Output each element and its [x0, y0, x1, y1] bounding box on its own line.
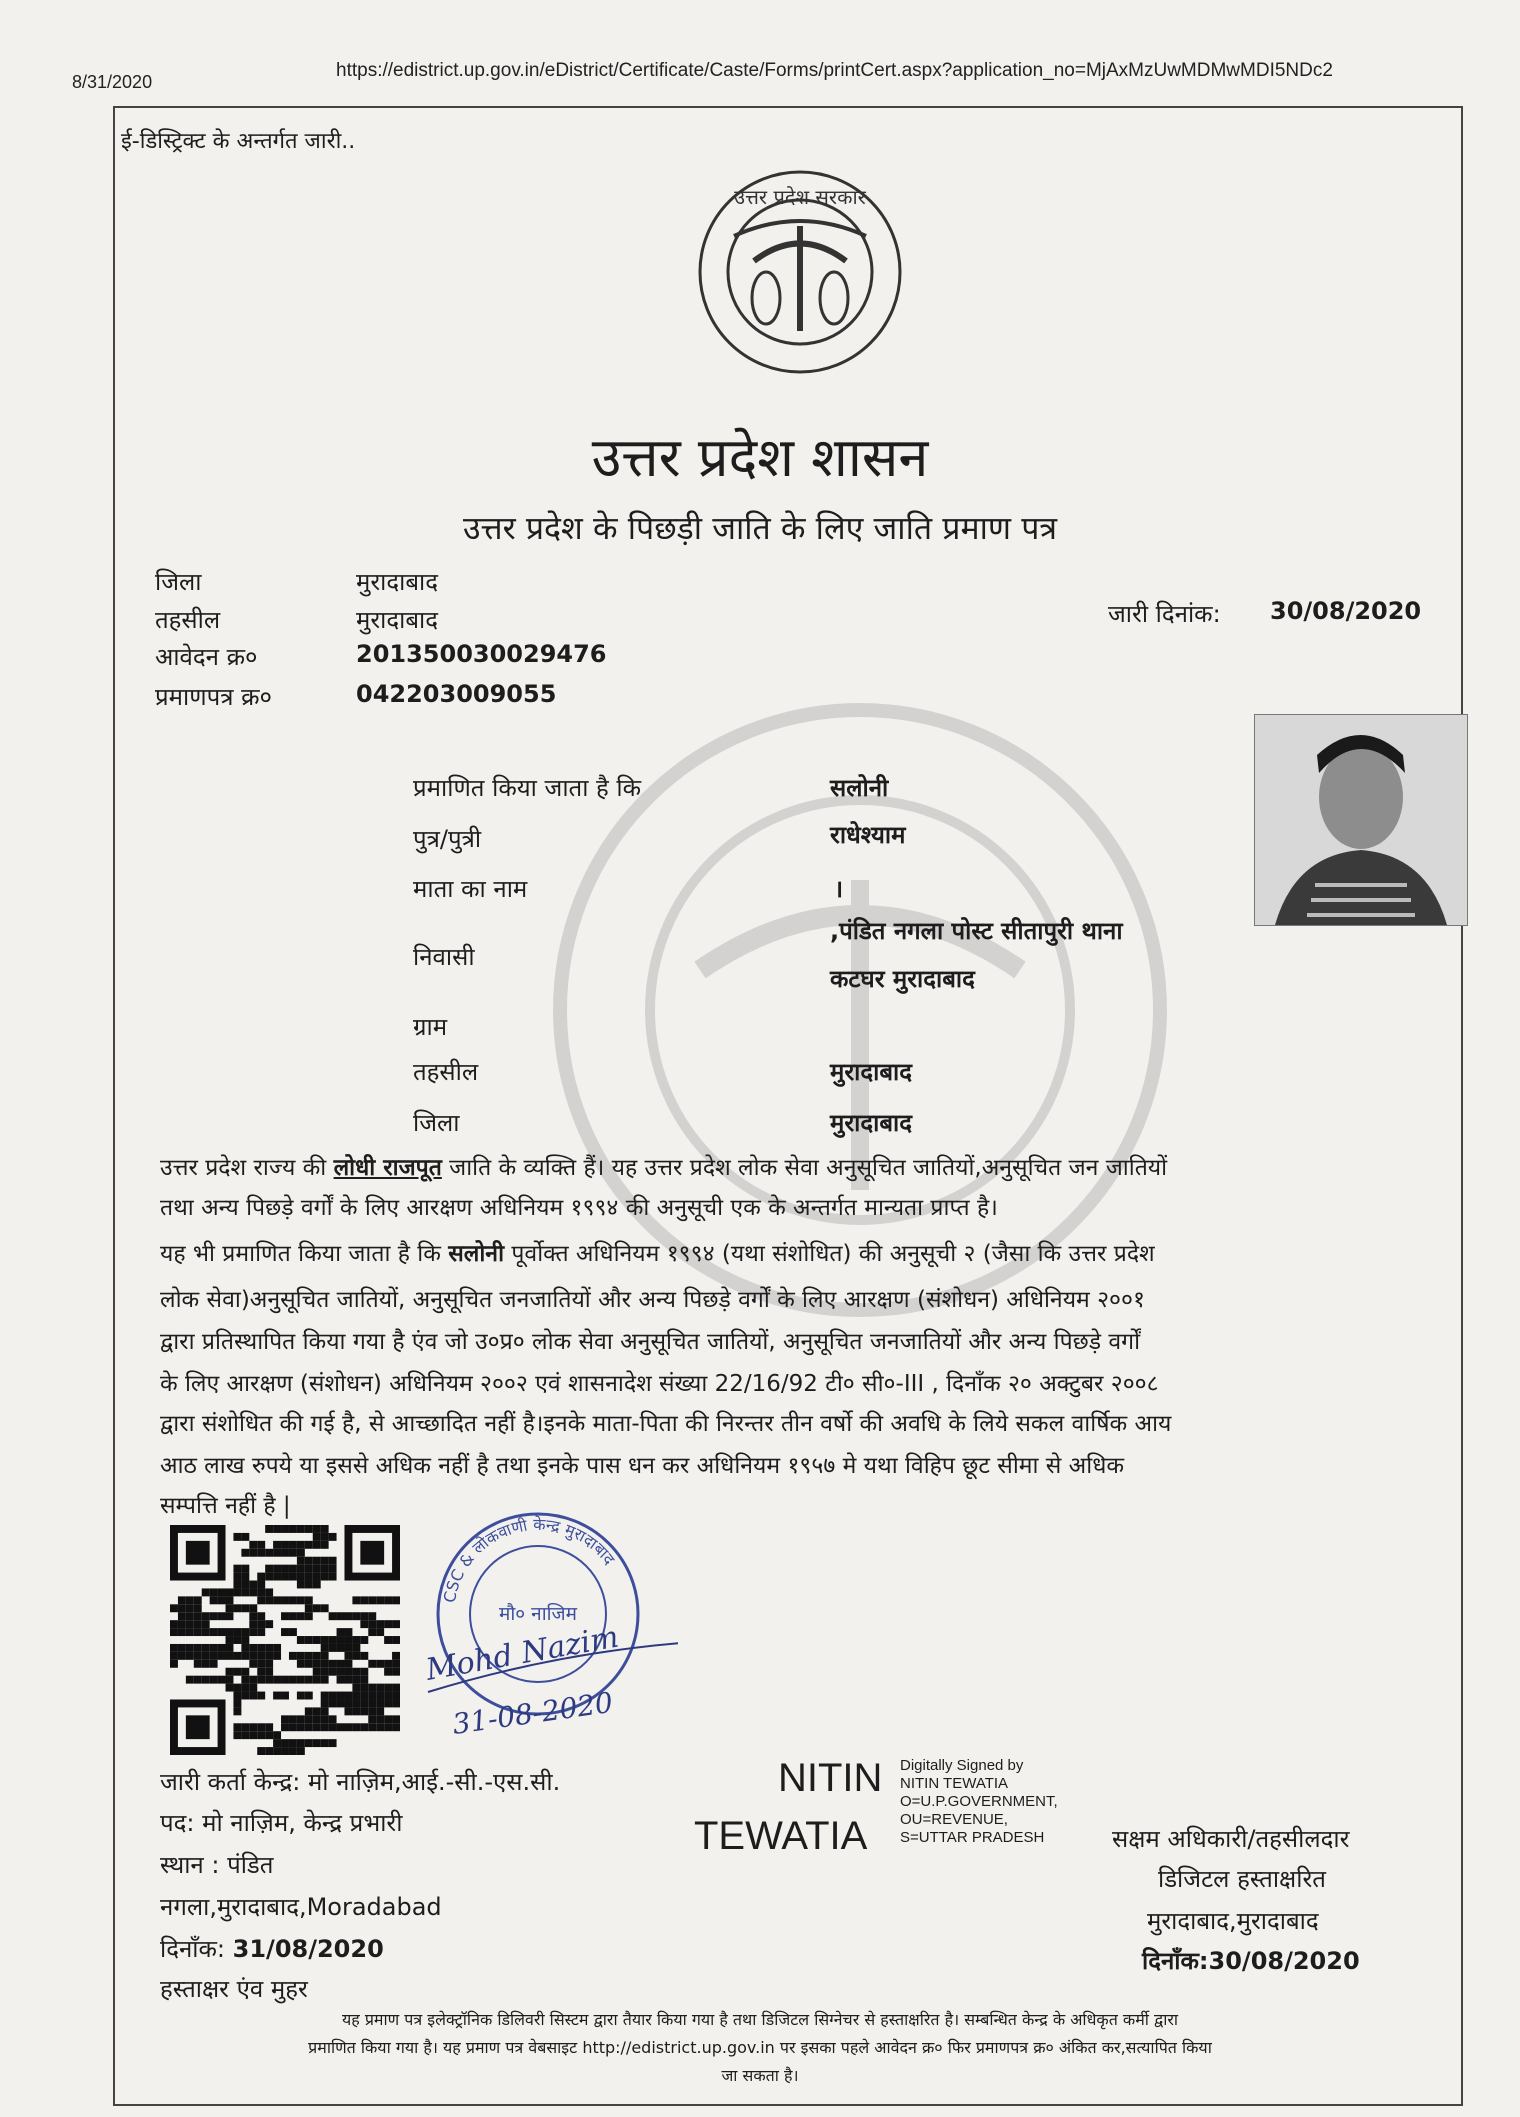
- certificate-value: 042203009055: [356, 680, 557, 708]
- detail-tehsil-label: तहसील: [413, 1058, 479, 1086]
- stamp-ring-text: CSC & लोकवाणी केन्द्र मुरादाबाद: [439, 1514, 619, 1605]
- issued-under-text: ई-डिस्ट्रिक्ट के अन्तर्गत जारी..: [121, 129, 356, 154]
- certificate-label: प्रमाणपत्र क्र०: [155, 683, 272, 711]
- paragraph-line-1: [160, 1150, 1167, 1182]
- ds-line-4: OU=REVENUE,: [900, 1811, 1008, 1828]
- issue-date-value: 30/08/2020: [1270, 597, 1422, 625]
- paragraph-line-2: तथा अन्य पिछड़े वर्गों के लिए आरक्षण अधिनियम १९९४ की अनुसूची एक के अन्तर्गत मान्यता प्राप्त है।: [160, 1195, 998, 1221]
- paragraph-line-3a: यह भी प्रमाणित किया जाता है कि: [160, 1241, 449, 1267]
- footer-line-1: यह प्रमाण पत्र इलेक्ट्रॉनिक डिलिवरी सिस्टम द्वारा तैयार किया गया है तथा डिजिटल सिग्नेचर से हस्ताक्षरित है। सम्बन्धित केन्द्र के अधिकृत कर्मी द्वारा: [341, 2010, 1179, 2029]
- authority-line-1: सक्षम अधिकारी/तहसीलदार: [1112, 1825, 1350, 1853]
- district-label: जिला: [155, 568, 202, 596]
- paragraph-line-3b: पूर्वोक्त अधिनियम १९९४ (यथा संशोधित) की अनुसूची २ (जैसा कि उत्तर प्रदेश: [504, 1241, 1155, 1267]
- page-title: उत्तर प्रदेश शासन: [591, 426, 929, 489]
- paragraph-line-6: के लिए आरक्षण (संशोधन) अधिनियम २००२ एवं शासनादेश संख्या 22/16/92 टी० सी०-III , दिनाँक २० अक्टुबर २००८: [160, 1371, 1159, 1397]
- emblem-text: उत्तर प्रदेश सरकार: [734, 185, 866, 209]
- village-label: ग्राम: [413, 1013, 448, 1041]
- son-daughter-label: पुत्र/पुत्री: [413, 825, 482, 853]
- detail-district-label: जिला: [413, 1109, 460, 1137]
- issuer-date-value: 31/08/2020: [232, 1935, 384, 1963]
- signature-date: 31-08-2020: [450, 1685, 615, 1741]
- qr-code-icon[interactable]: [170, 1525, 400, 1755]
- issuer-post: पद: मो नाज़िम, केन्द्र प्रभारी: [160, 1809, 403, 1837]
- ds-line-5: S=UTTAR PRADESH: [900, 1829, 1045, 1846]
- print-url[interactable]: https://edistrict.up.gov.in/eDistrict/Certificate/Caste/Forms/printCert.aspx?application_no=MjAxMzUwMDMwMDI5NDc2: [336, 60, 1333, 81]
- digital-signer-name-2: TEWATIA: [694, 1814, 868, 1858]
- ds-line-2: NITIN TEWATIA: [900, 1775, 1009, 1792]
- footer-line-2: प्रमाणित किया गया है। यह प्रमाण पत्र वेबसाइट http://edistrict.up.gov.in पर इसका पहले आवेदन क्र० फिर प्रमाणपत्र क्र० अंकित कर,सत्यापित किया: [308, 2038, 1212, 2057]
- caste-name: लोधी राजपूत: [333, 1155, 442, 1181]
- resident-line1: ,पंडित नगला पोस्ट सीतापुरी थाना: [830, 917, 1123, 945]
- ds-line-3: O=U.P.GOVERNMENT,: [900, 1793, 1058, 1810]
- issuer-date-label: दिनाँक:: [160, 1935, 226, 1963]
- mother-label: माता का नाम: [413, 875, 528, 903]
- issue-date-label: जारी दिनांक:: [1108, 600, 1221, 628]
- paragraph-line-3: [160, 1236, 1155, 1268]
- paragraph-line-8: आठ लाख रुपये या इससे अधिक नहीं है तथा इनके पास धन कर अधिनियम १९५७ मे यथा विहिप छूट सीमा से अधिक: [160, 1453, 1125, 1479]
- tehsil-label: तहसील: [155, 606, 221, 634]
- district-value: मुरादाबाद: [356, 568, 439, 596]
- digital-signer-name-1: NITIN: [778, 1756, 883, 1800]
- ds-line-1: Digitally Signed by: [900, 1757, 1024, 1774]
- issuer-date: [160, 1932, 384, 1965]
- application-value: 201350030029476: [356, 640, 607, 668]
- digital-signature-details: [900, 1757, 1058, 1847]
- paragraph-line-1b: जाति के व्यक्ति हैं। यह उत्तर प्रदेश लोक सेवा अनुसूचित जातियों,अनुसूचित जन जातियों: [441, 1155, 1168, 1181]
- resident-line2: कटघर मुरादाबाद: [830, 965, 975, 993]
- official-stamp: [408, 1502, 678, 1762]
- paragraph-line-9: सम्पत्ति नहीं है |: [160, 1493, 291, 1519]
- up-govt-emblem-icon: [694, 166, 906, 378]
- print-date: 8/31/2020: [72, 72, 153, 92]
- certified-label: प्रमाणित किया जाता है कि: [413, 774, 642, 802]
- mother-value: ।: [834, 875, 844, 903]
- authority-line-3: मुरादाबाद,मुरादाबाद: [1147, 1907, 1319, 1935]
- detail-district-value: मुरादाबाद: [830, 1109, 913, 1137]
- applicant-photo: [1254, 714, 1468, 926]
- certified-value: सलोनी: [830, 774, 889, 802]
- signature-name: Mohd Nazim: [423, 1619, 622, 1688]
- footer-line-3: जा सकता है।: [721, 2066, 799, 2085]
- paragraph-line-7: द्वारा संशोधित की गई है, से आच्छादित नहीं है।इनके माता-पिता की निरन्तर तीन वर्षो की अवधि के लिये सकल वार्षिक आय: [160, 1411, 1172, 1437]
- issuer-place-2: नगला,मुरादाबाद,Moradabad: [160, 1893, 442, 1921]
- resident-label: निवासी: [413, 943, 475, 971]
- detail-tehsil-value: मुरादाबाद: [830, 1058, 913, 1086]
- tehsil-value: मुरादाबाद: [356, 606, 439, 634]
- issuer-sign-label: हस्ताक्षर एंव मुहर: [160, 1975, 308, 2003]
- authority-line-2: डिजिटल हस्ताक्षरित: [1158, 1865, 1326, 1893]
- issuer-place-1: स्थान : पंडित: [160, 1851, 274, 1879]
- authority-date: दिनाँक:30/08/2020: [1142, 1947, 1360, 1975]
- paragraph-line-5: द्वारा प्रतिस्थापित किया गया है एंव जो उ०प्र० लोक सेवा अनुसूचित जातियों, अनुसूचित जनजातियों और अन्य पिछड़े वर्गों: [160, 1329, 1141, 1355]
- applicant-name-inline: सलोनी: [448, 1241, 505, 1267]
- son-daughter-value: राधेश्याम: [830, 821, 906, 849]
- applicant-portrait-icon: [1255, 715, 1467, 925]
- stamp-center-text: मौ० नाजिम: [498, 1603, 578, 1625]
- page-subtitle: उत्तर प्रदेश के पिछड़ी जाति के लिए जाति प्रमाण पत्र: [462, 509, 1058, 547]
- application-label: आवेदन क्र०: [155, 643, 258, 671]
- paragraph-line-4: लोक सेवा)अनुसूचित जातियों, अनुसूचित जनजातियों और अन्य पिछड़े वर्गों के लिए आरक्षण (संशोधन) अधिनियम २००१: [160, 1287, 1145, 1313]
- paragraph-line-1a: उत्तर प्रदेश राज्य की: [160, 1155, 334, 1181]
- issuer-center: जारी कर्ता केन्द्र: मो नाज़िम,आई.-सी.-एस.सी.: [160, 1768, 561, 1796]
